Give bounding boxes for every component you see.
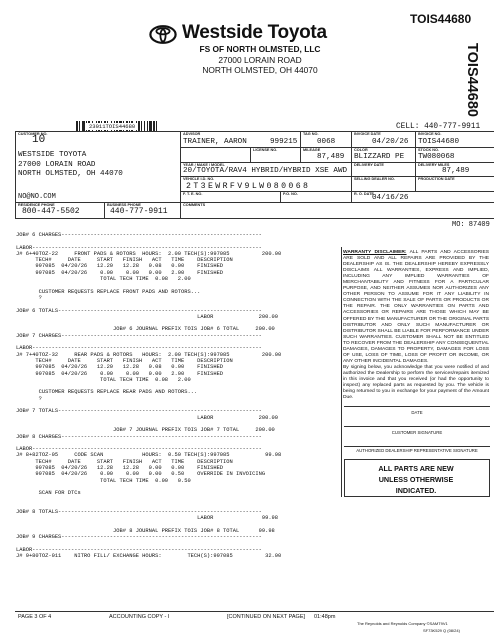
date-label: DATE bbox=[411, 410, 423, 415]
job-line: JOB# 7 TOTALS--------------------------------------------------------------- bbox=[16, 408, 262, 415]
ro-date: 04/16/26 bbox=[372, 194, 409, 202]
comments-label: COMMENTS bbox=[183, 203, 206, 207]
tag-number: 0068 bbox=[317, 138, 336, 146]
grid-rule bbox=[15, 131, 16, 218]
business-phone: 440-777-9911 bbox=[110, 207, 168, 216]
toyota-logo-icon bbox=[149, 25, 177, 44]
ro-date-label: R. O. DATE bbox=[354, 192, 374, 196]
stock-number: TW080068 bbox=[418, 153, 455, 161]
job-line: 997085 04/20/26 12.20 12.28 0.08 0.00 FINISHED bbox=[16, 364, 224, 371]
grid-rule bbox=[15, 202, 494, 203]
grid-rule bbox=[180, 131, 181, 218]
job-line: LABOR 200.00 bbox=[16, 313, 279, 320]
job-line: JOB# 7 JOURNAL PREFIX TOIS JOB# 7 TOTAL 200.00 bbox=[16, 427, 275, 434]
job-line: TECH# DATE START FINISH ACT TIME DESCRIPTION bbox=[16, 458, 233, 465]
invoice-date: 04/20/26 bbox=[372, 138, 409, 146]
continued-notice: [CONTINUED ON NEXT PAGE] bbox=[227, 614, 306, 620]
dealer-line: NORTH OLMSTED, OH 44070 bbox=[202, 65, 318, 75]
vehicle-color: BLIZZARD PE bbox=[354, 153, 405, 161]
advisor-number: 999215 bbox=[270, 138, 298, 146]
customer-line: 27000 LORAIN ROAD bbox=[18, 160, 96, 169]
barcode-number: 23011TOIS44680 bbox=[86, 123, 138, 130]
cell-phone: CELL: 440-777-9911 bbox=[396, 123, 481, 131]
advisor-label: ADVISOR bbox=[183, 132, 201, 136]
delivery-miles-label: DELIVERY MILES bbox=[418, 163, 450, 167]
brand-name: Westside Toyota bbox=[182, 22, 327, 43]
warranty-acknowledgement: By signing below, you acknowledge that you were notified of and authorized the Dealership to perform the services/repairs itemized in this invoice and that you received (or had the opportunity to inspect) any replaced parts as requested by you. The vehicle is being returned to you in exchange for your payment of the Amount Due. bbox=[343, 364, 489, 401]
job-line: JOB# 6 CHARGES-------------------------------------------------------------- bbox=[16, 232, 262, 238]
dealer-line: 27000 LORAIN ROAD bbox=[218, 54, 302, 65]
panel-rule bbox=[341, 247, 342, 497]
job-line: JOB# 7 CHARGES-------------------------------------------------------------- bbox=[16, 332, 262, 339]
dealer-signature-label: AUTHORIZED DEALERSHIP REPRESENTATIVE SIGNATURE bbox=[356, 448, 478, 453]
signature-rule bbox=[344, 446, 490, 447]
job-line: TOTAL TECH TIME 0.08 2.00 bbox=[16, 276, 191, 283]
customer-address bbox=[18, 151, 123, 180]
invoice-no-label: INVOICE NO. bbox=[418, 132, 442, 136]
print-time: 01:48pm bbox=[314, 614, 336, 620]
printer-credit: The Reynolds and Reynolds Company ©SAMT9V1 bbox=[357, 621, 448, 626]
dealer-line: FS OF NORTH OLMSTED, LLC bbox=[199, 44, 321, 54]
grid-rule bbox=[300, 131, 301, 162]
job-line: J# 8+82TOZ-05 CODE SCAN HOURS: 0.50 TECH(S):997085 99.98 bbox=[16, 452, 282, 459]
job-line: JOB# 9 CHARGES-------------------------------------------------------------- bbox=[16, 534, 262, 541]
vin: 2T3EWRFV9LW080068 bbox=[186, 182, 311, 191]
job-line: J# 9+80TOZ-011 NITRO FILL/ EXCHANGE HOURS: TECH(S):997085 32.00 bbox=[16, 553, 282, 560]
job-line: JOB# 8 TOTALS--------------------------------------------------------------- bbox=[16, 509, 262, 516]
parts-notice-line: ALL PARTS ARE NEW bbox=[378, 464, 454, 473]
job-line: J# 7+40TOZ-32 REAR PADS & ROTORS HOURS: 2.00 TECH(S):997085 200.00 bbox=[16, 351, 282, 358]
job-line: JOB# 8 CHARGES-------------------------------------------------------------- bbox=[16, 433, 262, 440]
business-phone-label: BUSINESS PHONE bbox=[107, 203, 141, 207]
customer-no-label: CUSTOMER NO. bbox=[18, 132, 48, 136]
customer-signature-label: CUSTOMER SIGNATURE bbox=[391, 430, 443, 435]
job-line: 997085 04/20/26 0.00 0.00 0.00 2.00 FINISHED bbox=[16, 370, 224, 377]
grid-rule bbox=[415, 131, 416, 191]
parts-notice-line: UNLESS OTHERWISE bbox=[378, 475, 454, 485]
grid-rule bbox=[15, 218, 494, 219]
delivery-miles: 87,489 bbox=[442, 167, 470, 175]
customer-line: NORTH OLMSTED, OH 44070 bbox=[18, 170, 123, 179]
job-line: ? bbox=[16, 294, 42, 301]
job-line: LABOR----------------------------------------------------------------------- bbox=[16, 244, 262, 251]
delivery-date-label: DELIVERY DATE bbox=[354, 163, 384, 167]
footer-rule bbox=[15, 611, 494, 612]
residence-phone: 800-447-5502 bbox=[22, 207, 80, 216]
grid-rule bbox=[180, 147, 494, 148]
warranty-disclaimer bbox=[343, 250, 489, 401]
color-label: COLOR bbox=[354, 148, 368, 152]
invoice-number: TOIS44680 bbox=[418, 138, 460, 146]
mileage-label: MILEAGE bbox=[303, 148, 321, 152]
customer-line: WESTSIDE TOYOTA bbox=[18, 151, 87, 159]
job-line: LABOR 200.00 bbox=[16, 414, 279, 421]
job-lines bbox=[16, 232, 281, 559]
dealer-address bbox=[180, 44, 340, 76]
job-line: JOB# 6 TOTALS--------------------------------------------------------------- bbox=[16, 307, 262, 314]
advisor-name: TRAINER, AARON bbox=[183, 138, 247, 146]
selling-dealer-label: SELLING DEALER NO. bbox=[354, 177, 395, 181]
vin-label: VEHICLE I.D. NO. bbox=[183, 177, 215, 181]
invoice-date-label: INVOICE DATE bbox=[354, 132, 381, 136]
job-line: SCAN FOR DTCs bbox=[16, 490, 81, 497]
grid-rule bbox=[250, 147, 251, 162]
job-line: ? bbox=[16, 395, 42, 402]
job-line: CUSTOMER REQUESTS REPLACE FRONT PADS AND ROTORS... bbox=[16, 288, 201, 295]
grid-rule bbox=[280, 191, 281, 202]
job-line: LABOR----------------------------------------------------------------------- bbox=[16, 345, 262, 352]
mo-number: MO: 87409 bbox=[452, 221, 490, 229]
ymm-label: YEAR / MAKE / MODEL bbox=[183, 163, 225, 167]
job-line: J# 6+40TOZ-22 FRONT PADS & ROTORS HOURS: 2.00 TECH(S):997085 200.00 bbox=[16, 250, 282, 257]
job-line: 997085 04/20/26 12.28 12.28 0.00 0.00 FINISHED bbox=[16, 464, 224, 471]
job-line: TECH# DATE START FINISH ACT TIME DESCRIPTION bbox=[16, 357, 233, 364]
invoice-number-vertical: TOIS44680 bbox=[464, 43, 480, 117]
signature-rule bbox=[344, 406, 490, 407]
job-line: 997085 04/20/26 0.00 0.00 0.00 2.00 FINISHED bbox=[16, 269, 224, 276]
copy-label: ACCOUNTING COPY - I bbox=[109, 614, 170, 620]
job-line: TOTAL TECH TIME 0.08 2.00 bbox=[16, 376, 191, 383]
invoice-number-top: TOIS44680 bbox=[410, 12, 472, 26]
form-number: SF73K529 Q (08/24) bbox=[423, 628, 460, 633]
po-label: P.O. NO. bbox=[283, 192, 298, 196]
signature-rule bbox=[344, 426, 490, 427]
job-line: LABOR 99.98 bbox=[16, 515, 279, 522]
residence-phone-label: RESIDENCE PHONE bbox=[18, 203, 55, 207]
grid-rule bbox=[351, 131, 352, 202]
warranty-heading: WARRANTY DISCLAIMER: bbox=[343, 250, 407, 255]
job-line: CUSTOMER REQUESTS REPLACE REAR PADS AND ROTORS... bbox=[16, 389, 198, 396]
grid-rule bbox=[180, 191, 494, 192]
grid-rule bbox=[104, 202, 105, 218]
license-label: LICENSE NO. bbox=[253, 148, 278, 152]
job-line: 997085 04/20/26 0.00 0.00 0.00 0.50 OVERRIDE IN INVOICING bbox=[16, 471, 266, 478]
job-line: LABOR----------------------------------------------------------------------- bbox=[16, 446, 262, 453]
job-line: JOB# 6 JOURNAL PREFIX TOIS JOB# 6 TOTAL 200.00 bbox=[16, 326, 275, 333]
page-number: PAGE 3 OF 4 bbox=[18, 614, 52, 620]
fte-label: F. T. E. NO. bbox=[183, 192, 203, 196]
production-date-label: PRODUCTION DATE bbox=[418, 177, 455, 181]
parts-notice bbox=[356, 463, 476, 497]
warranty-text: ALL PARTS AND ACCESSORIES ARE SOLD AND ALL REPAIRS ARE PROVIDED BY THE DEALERSHIP AS IS. THE DEALERSHIP HEREBY EXPRESSLY DISCLAIMS ALL WARRANTIES, EXPRESS AND IMPLIED, INCLUDING ANY IMPLIED WARRANTIES OF MERCHANTABILITY AND FITNESS FOR A PARTICULAR PURPOSE, AND NEITHER ASSUMES NOR AUTHORIZES ANY OTHER PERSON TO ASSUME FOR IT ANY LIABILITY IN CONNECTION WITH THE SALE OF PARTS OR PRODUCTS OR THE REPAIR. THE ONLY WARRANTIES ON PARTS AND ACCESSORIES OR REPAIRS ARE THOSE WHICH MAY BE OFFERED BY THE MANUFACTURER OR THE ORIGINAL PARTS DISTRIBUTOR AND ONLY SUCH MANUFACTURER OR DISTRIBUTOR SHALL BE LIABLE FOR PERFORMANCE UNDER SUCH WARRANTIES. CUSTOMER SHALL NOT BE ENTITLED TO RECOVER FROM THE DEALERSHIP ANY CONSEQUENTIAL DAMAGES, DAMAGES TO PROPERTY, DAMAGES FOR LOSS OF USE, LOSS OF TIME, LOSS OF PROFIT OR INCOME, OR ANY OTHER INCIDENTAL DAMAGES. bbox=[343, 250, 490, 364]
job-line: TECH# DATE START FINISH ACT TIME DESCRIPTION bbox=[16, 257, 233, 264]
customer-email: NO@NO.COM bbox=[18, 193, 56, 201]
job-line: TOTAL TECH TIME 0.00 0.50 bbox=[16, 477, 191, 484]
customer-no: 10 bbox=[32, 134, 46, 146]
job-line: 997085 04/20/26 12.20 12.28 0.08 0.00 FINISHED bbox=[16, 263, 224, 270]
parts-notice-line: INDICATED. bbox=[395, 486, 437, 496]
job-line: JOB# 8 JOURNAL PREFIX TOIS JOB# 8 TOTAL 99.98 bbox=[16, 527, 275, 534]
job-line: LABOR----------------------------------------------------------------------- bbox=[16, 546, 262, 553]
tag-label: TAG NO. bbox=[303, 132, 319, 136]
stock-label: STOCK NO. bbox=[418, 148, 440, 152]
mileage: 87,489 bbox=[317, 153, 345, 161]
year-make-model: 20/TOYOTA/RAV4 HYBRID/HYBRID XSE AWD bbox=[183, 167, 348, 175]
